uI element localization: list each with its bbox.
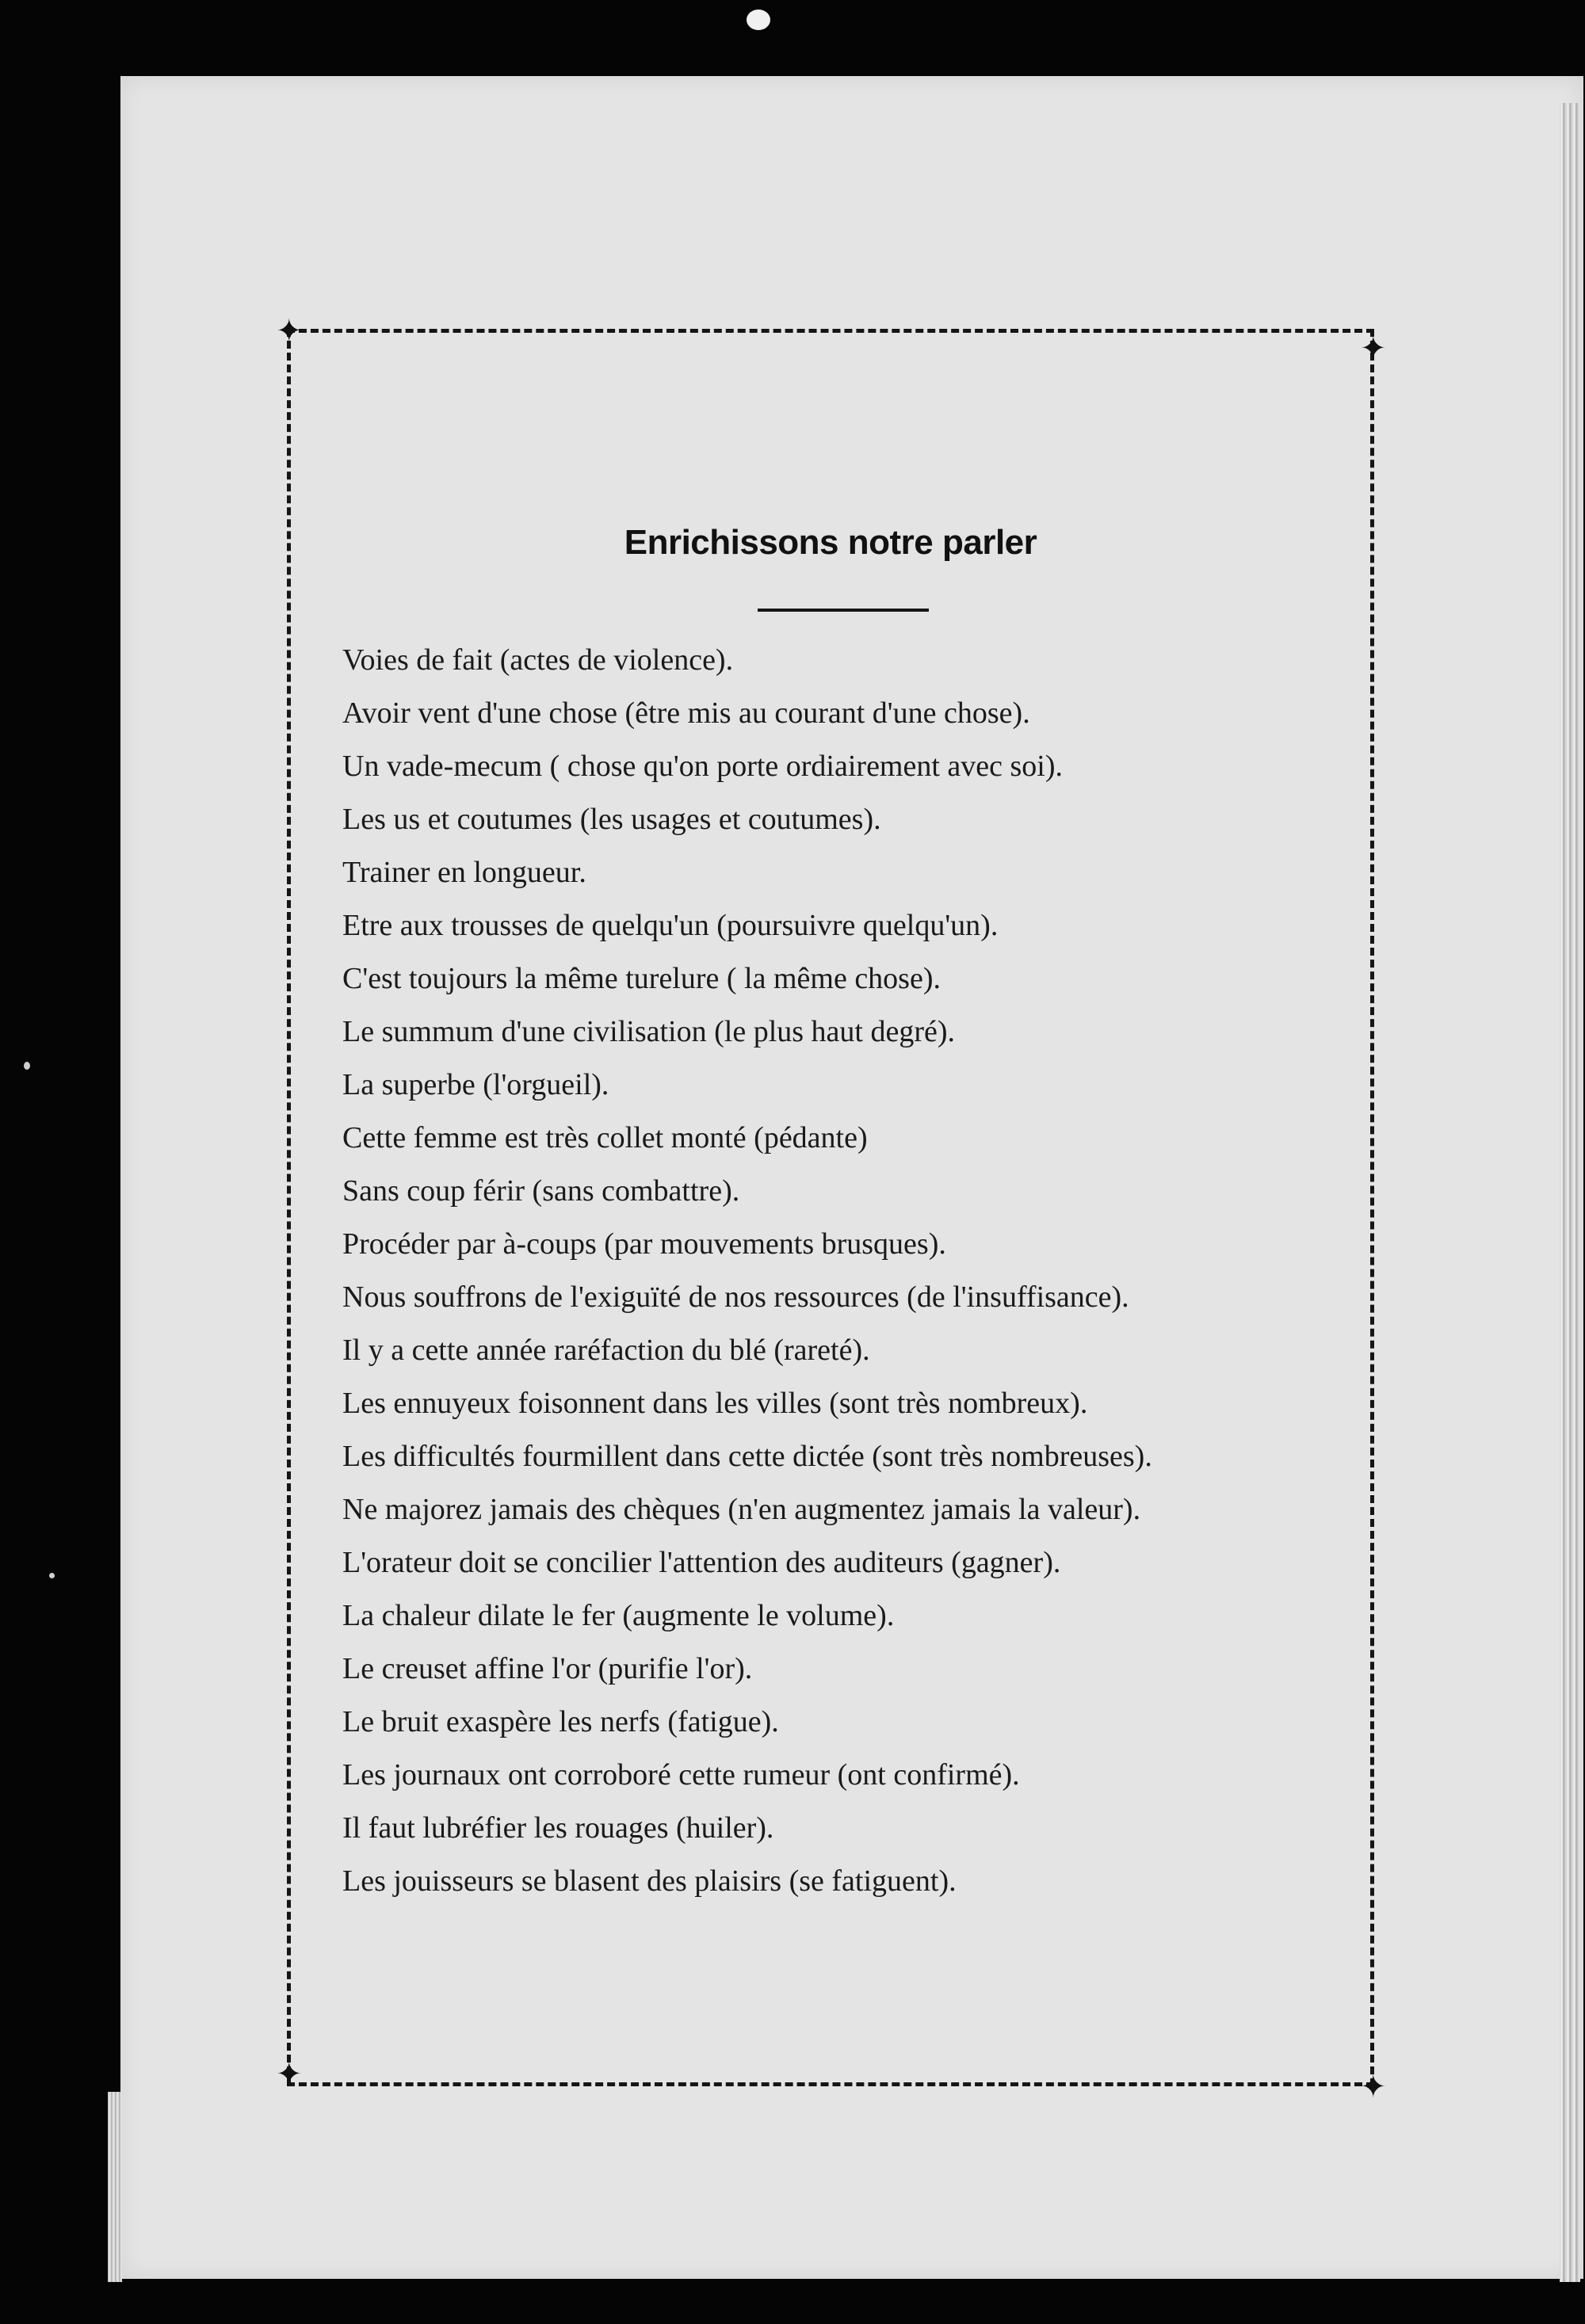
expression-line: La superbe (l'orgueil). bbox=[342, 1068, 609, 1101]
dust-speck bbox=[24, 1062, 30, 1070]
frame-corner-ornament-bottom-left: ✦ bbox=[276, 2056, 303, 2093]
expression-line: Le bruit exaspère les nerfs (fatigue). bbox=[342, 1705, 779, 1738]
expression-line: Les difficultés fourmillent dans cette dictée (sont très nombreuses). bbox=[342, 1440, 1152, 1473]
expression-line: Les ennuyeux foisonnent dans les villes (sont très nombreux). bbox=[342, 1387, 1088, 1420]
expression-line: Etre aux trousses de quelqu'un (poursuivre quelqu'un). bbox=[342, 909, 999, 942]
expression-line: Le summum d'une civilisation (le plus haut degré). bbox=[342, 1015, 956, 1048]
binding-hole bbox=[747, 10, 770, 30]
title-underline-rule bbox=[758, 609, 929, 612]
expression-line: Les us et coutumes (les usages et coutumes). bbox=[342, 803, 881, 836]
expression-line: Cette femme est très collet monté (pédante) bbox=[342, 1121, 868, 1154]
expression-line: C'est toujours la même turelure ( la même chose). bbox=[342, 962, 941, 995]
dust-speck bbox=[49, 1573, 55, 1578]
expression-line: Voies de fait (actes de violence). bbox=[342, 643, 734, 677]
expression-line: Nous souffrons de l'exiguïté de nos ressources (de l'insuffisance). bbox=[342, 1280, 1129, 1314]
expression-line: Un vade-mecum ( chose qu'on porte ordiairement avec soi). bbox=[342, 750, 1064, 783]
expression-line: Le creuset affine l'or (purifie l'or). bbox=[342, 1652, 753, 1685]
expression-list bbox=[342, 634, 1357, 1908]
expression-line: Avoir vent d'une chose (être mis au courant d'une chose). bbox=[342, 696, 1030, 730]
expression-line: La chaleur dilate le fer (augmente le volume). bbox=[342, 1599, 895, 1632]
expression-line: Il y a cette année raréfaction du blé (rareté). bbox=[342, 1334, 870, 1367]
page-title: Enrichissons notre parler bbox=[624, 523, 1037, 562]
expression-line: Ne majorez jamais des chèques (n'en augmentez jamais la valeur). bbox=[342, 1493, 1141, 1526]
page-stack-edge-left bbox=[108, 2092, 122, 2282]
expression-line: Trainer en longueur. bbox=[342, 856, 586, 889]
frame-corner-ornament-bottom-right: ✦ bbox=[1360, 2069, 1387, 2105]
page-stack-edge-right bbox=[1560, 103, 1580, 2282]
expression-line: Il faut lubréfier les rouages (huiler). bbox=[342, 1811, 774, 1845]
expression-line: Sans coup férir (sans combattre). bbox=[342, 1174, 740, 1208]
frame-corner-ornament-top-left: ✦ bbox=[276, 313, 303, 349]
expression-line: Les journaux ont corroboré cette rumeur (ont confirmé). bbox=[342, 1758, 1020, 1792]
expression-line: Procéder par à-coups (par mouvements brusques). bbox=[342, 1227, 946, 1261]
frame-corner-ornament-top-right: ✦ bbox=[1360, 330, 1387, 367]
expression-line: L'orateur doit se concilier l'attention des auditeurs (gagner). bbox=[342, 1546, 1061, 1579]
expression-line: Les jouisseurs se blasent des plaisirs (se fatiguent). bbox=[342, 1864, 957, 1898]
